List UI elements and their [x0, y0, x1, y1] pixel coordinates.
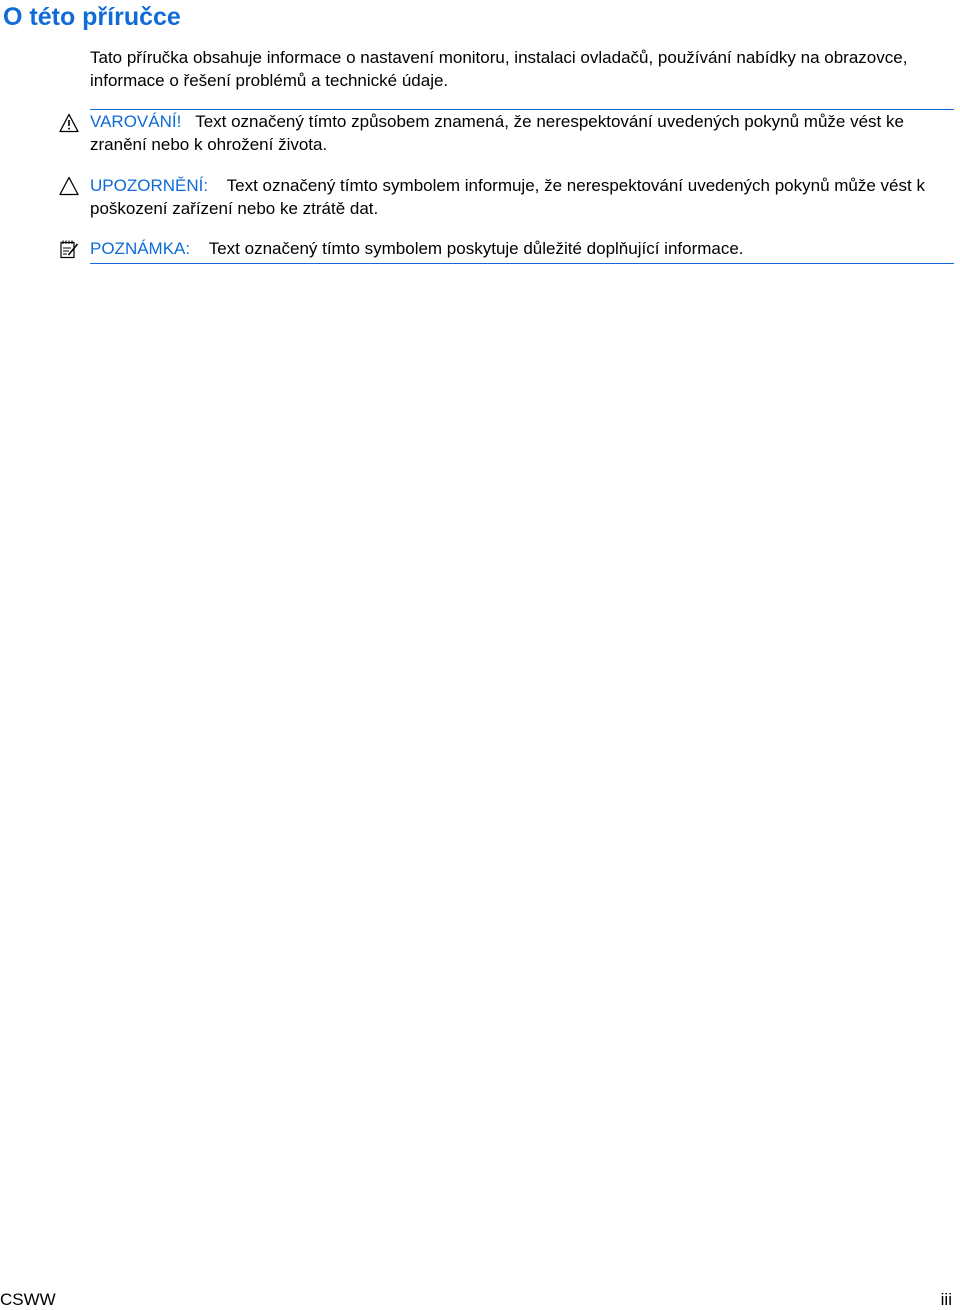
warning-notice	[90, 109, 954, 156]
warning-text-block	[90, 109, 954, 156]
note-notice	[90, 236, 954, 262]
caution-text-block	[90, 174, 954, 220]
warning-text: Text označený tímto způsobem znamená, že nerespektování uvedených pokynů může vést ke zranění nebo k ohrožení života.	[90, 112, 904, 154]
warning-label: VAROVÁNÍ!	[90, 112, 182, 131]
intro-paragraph: Tato příručka obsahuje informace o nastavení monitoru, instalaci ovladačů, používání nabídky na obrazovce, informace o řešení problémů a technické údaje.	[90, 48, 908, 90]
caution-triangle-icon	[59, 176, 79, 196]
note-label: POZNÁMKA:	[90, 239, 191, 258]
caution-notice	[90, 174, 954, 220]
caution-text: Text označený tímto symbolem informuje, že nerespektování uvedených pokynů může vést k poškození zařízení nebo ke ztrátě dat.	[90, 176, 925, 218]
note-text: Text označený tímto symbolem poskytuje důležité doplňující informace.	[208, 239, 744, 258]
page-title: O této příručce	[3, 3, 181, 31]
warning-rule	[90, 109, 954, 110]
note-pad-icon	[59, 239, 79, 259]
note-text-block	[90, 236, 954, 262]
note-rule	[90, 263, 954, 264]
caution-label: UPOZORNĚNÍ:	[90, 176, 209, 195]
footer-doc-code: CSWW	[0, 1290, 56, 1309]
warning-triangle-icon	[59, 113, 79, 133]
footer-page-number: iii	[940, 1290, 952, 1309]
